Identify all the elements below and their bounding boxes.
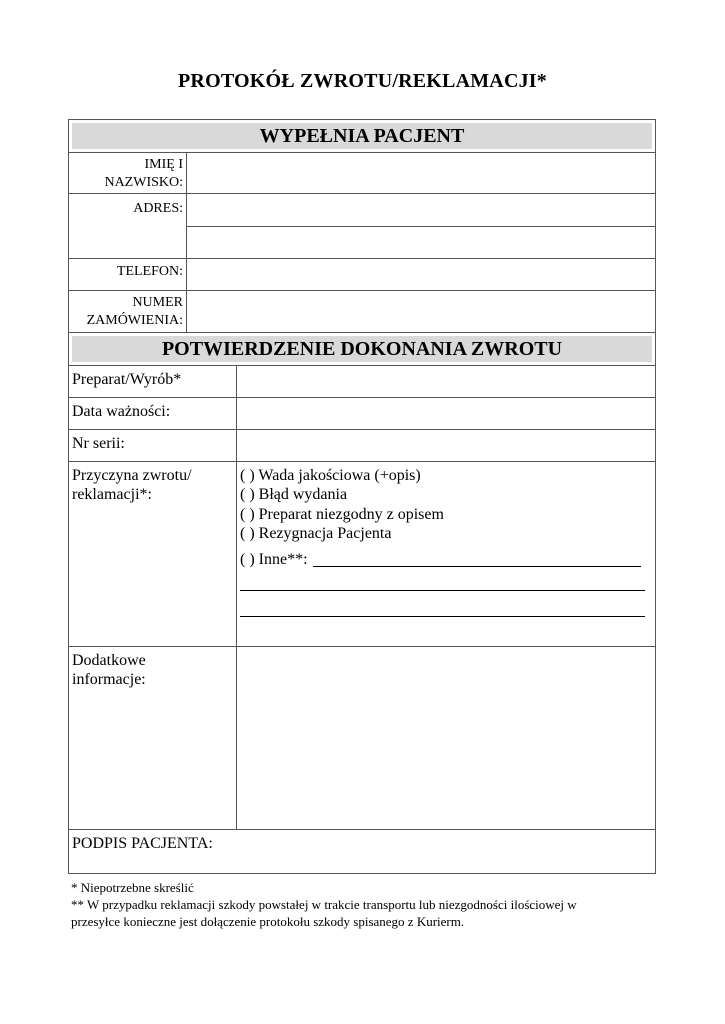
order-number-label: NUMER ZAMÓWIENIA: (86, 295, 183, 328)
order-number-field[interactable] (187, 291, 655, 332)
name-label: IMIĘ I NAZWISKO: (104, 157, 183, 190)
phone-field[interactable] (187, 259, 655, 290)
form-frame (68, 119, 656, 874)
phone-label: TELEFON: (116, 264, 183, 279)
additional-info-label: Dodatkowe informacje: (72, 652, 146, 688)
batch-label: Nr serii: (72, 435, 125, 452)
other-reason-line2[interactable] (240, 590, 645, 591)
batch-field[interactable] (237, 430, 655, 461)
divider (69, 332, 655, 333)
signature-field[interactable] (229, 830, 655, 873)
expiry-label: Data ważności: (72, 403, 171, 420)
other-reason-underline[interactable] (313, 566, 641, 567)
reason-option-mismatch[interactable]: ( ) Preparat niezgodny z opisem (240, 506, 444, 523)
name-field[interactable] (187, 153, 655, 193)
reason-label: Przyczyna zwrotu/ reklamacji*: (72, 467, 192, 503)
section-header-return: POTWIERDZENIE DOKONANIA ZWROTU (72, 336, 652, 362)
product-field[interactable] (237, 366, 655, 397)
reason-option-quality[interactable]: ( ) Wada jakościowa (+opis) (240, 467, 421, 484)
signature-label: PODPIS PACJENTA: (72, 835, 213, 852)
reason-option-wrong-dispatch[interactable]: ( ) Błąd wydania (240, 486, 348, 503)
expiry-field[interactable] (237, 398, 655, 429)
divider (69, 461, 655, 462)
product-label: Preparat/Wyrób* (72, 371, 182, 388)
address-field-line2[interactable] (187, 227, 655, 258)
address-field-line1[interactable] (187, 194, 655, 226)
footnote-1: * Niepotrzebne skreślić (71, 880, 194, 895)
reason-option-other[interactable]: ( ) Inne**: (240, 551, 308, 568)
column-divider (236, 365, 237, 829)
section-header-patient: WYPEŁNIA PACJENT (72, 123, 652, 149)
address-label: ADRES: (133, 201, 183, 216)
document-title: PROTOKÓŁ ZWROTU/REKLAMACJI* (178, 70, 547, 92)
additional-info-field[interactable] (237, 647, 655, 829)
footnote-2: ** W przypadku reklamacji szkody powstałej w trakcie transportu lub niezgodności ilościowej w przesyłce konieczne jest dołączenie protokołu szkody spisanego z Kurierm. (71, 897, 577, 929)
other-reason-line3[interactable] (240, 616, 645, 617)
reason-option-resignation[interactable]: ( ) Rezygnacja Pacjenta (240, 525, 392, 542)
column-divider (186, 152, 187, 332)
